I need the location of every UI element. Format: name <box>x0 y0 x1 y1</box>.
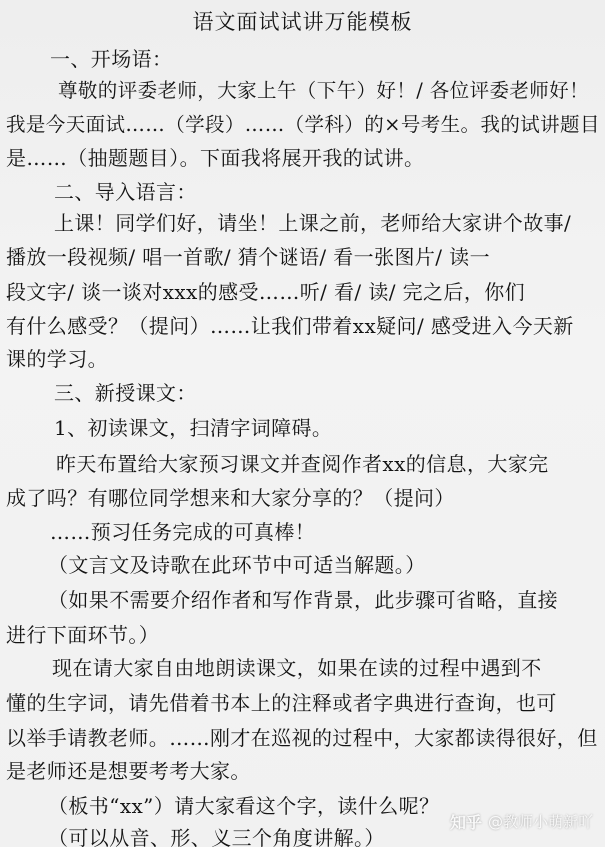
watermark-platform: 知乎 <box>449 813 482 832</box>
text-line: （文言文及诗歌在此环节中可适当解题。） <box>48 553 426 577</box>
text-line: 懂的生字词，请先借着书本上的注释或者字典进行查询，也可 <box>6 691 557 715</box>
watermark-author: @教师小萌新吖 <box>487 813 593 831</box>
text-line: 现在请大家自由地朗读课文，如果在读的过程中遇到不 <box>52 656 542 680</box>
text-line: 我是今天面试……（学段）……（学科）的×号考生。我的试讲题目 <box>6 113 600 136</box>
text-line: 昨天布置给大家预习课文并查阅作者xx的信息，大家完 <box>56 452 549 476</box>
zhihu-watermark <box>450 810 593 833</box>
text-line: 段文字/ 谈一谈对xxx的感受……听/ 看/ 读/ 完之后，你们 <box>6 280 526 304</box>
text-line: ……预习任务完成的可真棒！ <box>50 520 316 544</box>
text-line: 以举手请教老师。……刚才在巡视的过程中，大家都读得很好，但 <box>6 726 598 750</box>
text-line: 有什么感受？（提问）……让我们带着xx疑问/ 感受进入今天新 <box>6 314 574 338</box>
text-line: （可以从音、形、义三个角度讲解。） <box>48 826 385 847</box>
text-line: 1、初读课文，扫清字词障碍。 <box>54 416 333 440</box>
text-line: 播放一段视频/ 唱一首歌/ 猜个谜语/ 看一张图片/ 读一 <box>6 245 490 269</box>
text-line: 成了吗？有哪位同学想来和大家分享的？（提问） <box>6 486 455 510</box>
section-heading-new-lesson: 三、新授课文： <box>54 381 197 405</box>
section-heading-intro: 二、导入语言： <box>54 180 197 204</box>
section-heading-opening: 一、开场语： <box>50 47 173 71</box>
text-line: 进行下面环节。） <box>6 623 160 647</box>
document-title: 语文面试试讲万能模板 <box>192 10 413 34</box>
text-line: 是老师还是想要考考大家。 <box>6 759 251 783</box>
text-line: 是……（抽题题目）。下面我将展开我的试讲。 <box>6 146 425 170</box>
text-line: 课的学习。 <box>6 347 108 371</box>
text-line: 尊敬的评委老师，大家上午（下午）好！/ 各位评委老师好！ <box>58 79 589 102</box>
text-line: （如果不需要介绍作者和写作背景，此步骤可省略，直接 <box>48 588 558 612</box>
text-line: 上课！同学们好，请坐！上课之前，老师给大家讲个故事/ <box>54 211 572 235</box>
text-line: （板书“xx”）请大家看这个字，读什么呢？ <box>48 794 440 818</box>
